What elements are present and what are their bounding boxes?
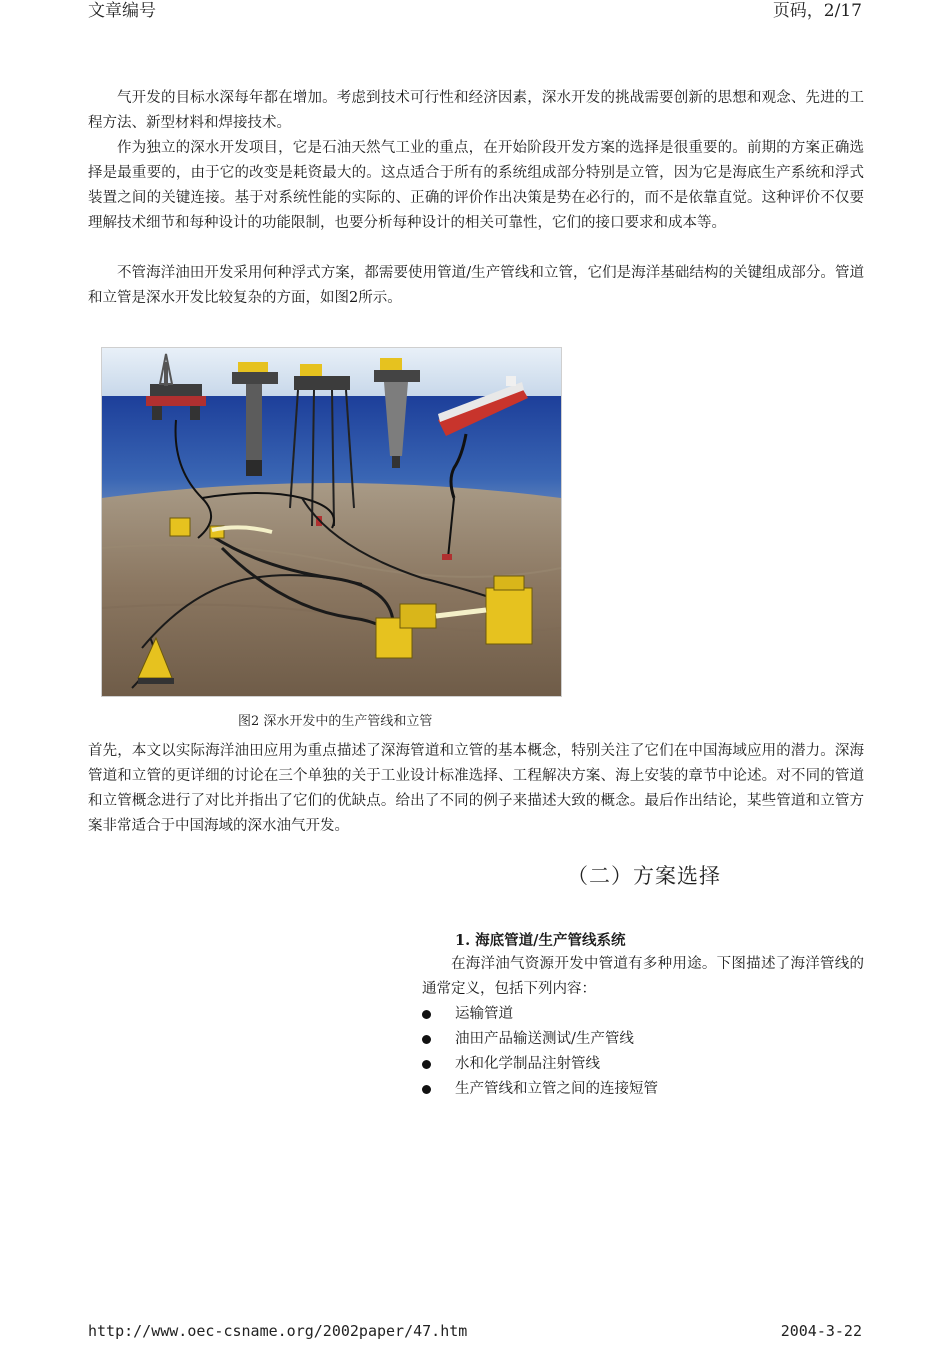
list-item-text: 水和化学制品注射管线 [455, 1056, 600, 1072]
list-item-text: 运输管道 [455, 1006, 513, 1022]
bullet-icon [422, 1010, 431, 1019]
list-item [422, 1002, 658, 1027]
header-article-number: 文章编号 [88, 1, 156, 21]
list-item [422, 1077, 658, 1102]
pipeline-definition-list [422, 1002, 658, 1102]
list-item [422, 1052, 658, 1077]
paragraph-2: 作为独立的深水开发项目，它是石油天然气工业的重点，在开始阶段开发方案的选择是很重要的。前期的方案正确选择是最重要的，由于它的改变是耗资最大的。这点适合于所有的系统组成部分特别是立管，因为它是海底生产系统和浮式装置之间的关键连接。基于对系统性能的实际的、正确的评价作出决策是势在必行的，而不是依靠直觉。这种评价不仅要理解技术细节和每种设计的功能限制，也要分析每种设计的相关可靠性，它们的接口要求和成本等。 [88, 140, 864, 231]
figure-caption: 图2 深水开发中的生产管线和立管 [238, 714, 433, 729]
deepwater-scene-illustration [102, 348, 561, 696]
bullet-icon [422, 1060, 431, 1069]
paragraph-3: 不管海洋油田开发采用何种浮式方案，都需要使用管道/生产管线和立管，它们是海洋基础结构的关键组成部分。管道和立管是深水开发比较复杂的方面，如图2所示。 [88, 265, 864, 306]
section-title: （二）方案选择 [567, 864, 721, 888]
paragraph-1: 气开发的目标水深每年都在增加。考虑到技术可行性和经济因素，深水开发的挑战需要创新的思想和观念、先进的工程方法、新型材料和焊接技术。 [88, 90, 864, 131]
bullet-icon [422, 1085, 431, 1094]
subsection-heading: 1. 海底管道/生产管线系统 [455, 932, 626, 949]
list-item-text: 生产管线和立管之间的连接短管 [455, 1081, 658, 1097]
subsection-intro: 在海洋油气资源开发中管道有多种用途。下图描述了海洋管线的通常定义，包括下列内容： [422, 956, 864, 997]
footer-date: 2004-3-22 [780, 1322, 862, 1340]
header-page-number: 页码，2/17 [772, 1, 862, 21]
figure-deepwater-illustration [101, 347, 562, 697]
paragraph-after-figure: 首先，本文以实际海洋油田应用为重点描述了深海管道和立管的基本概念，特别关注了它们在中国海域应用的潜力。深海管道和立管的更详细的讨论在三个单独的关于工业设计标准选择、工程解决方案、海上安装的章节中论述。对不同的管道和立管概念进行了对比并指出了它们的优缺点。给出了不同的例子来描述大致的概念。最后作出结论，某些管道和立管方案非常适合于中国海域的深水油气开发。 [88, 743, 864, 834]
footer-url: http://www.oec-csname.org/2002paper/47.htm [88, 1322, 468, 1340]
list-item-text: 油田产品输送测试/生产管线 [455, 1031, 634, 1047]
bullet-icon [422, 1035, 431, 1044]
list-item [422, 1027, 658, 1052]
